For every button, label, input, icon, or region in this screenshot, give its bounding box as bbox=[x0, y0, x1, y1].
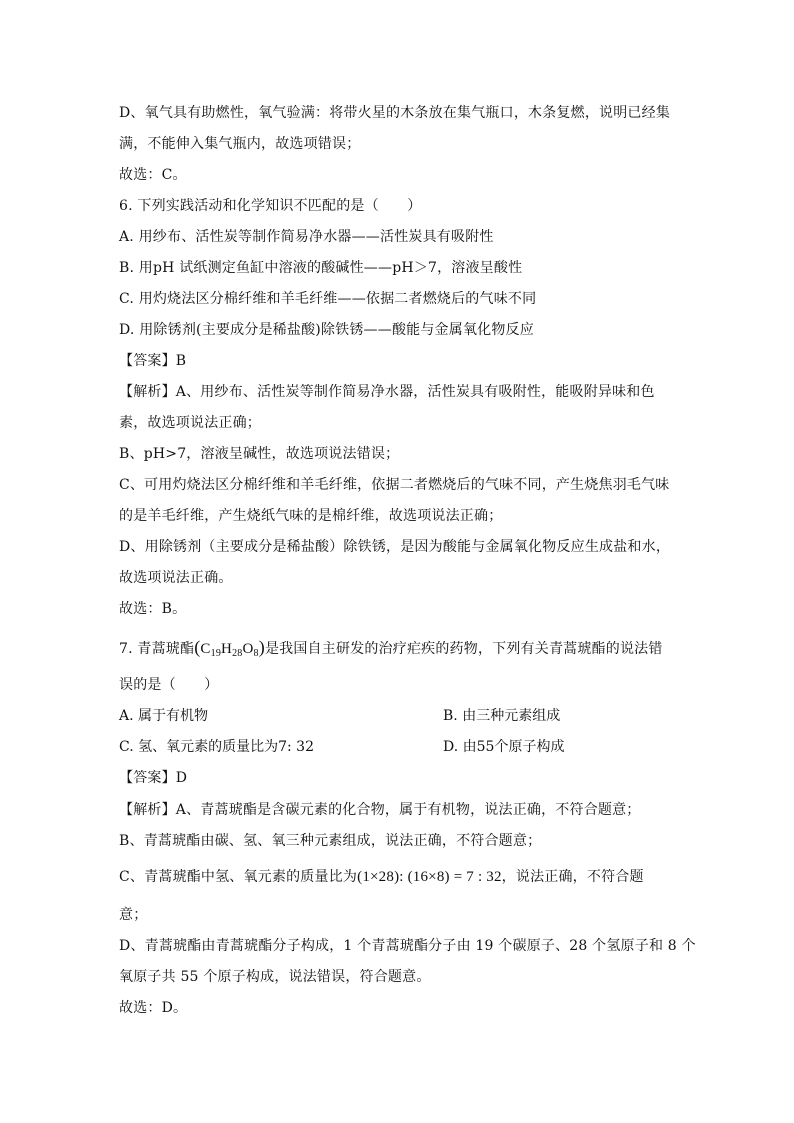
formula: $(C_{19}H_{28}O_8)$ bbox=[194, 637, 265, 659]
question-6-stem: 6. 下列实践活动和化学知识不匹配的是（ ） bbox=[119, 198, 422, 214]
question-7-stem bbox=[119, 637, 663, 664]
question-7-explanation: 意； bbox=[119, 907, 148, 923]
question-7-explanation: 氧原子共 55 个原子构成，说法错误，符合题意。 bbox=[119, 969, 431, 985]
question-7-explanation: C、青蒿琥酯中氢、氧元素的质量比为(1×28): (16×8) = 7 : 32，说法正确，不符合题 bbox=[119, 869, 644, 885]
question-7-option-b: B. 由三种元素组成 bbox=[443, 708, 561, 724]
text-line: 满，不能伸入集气瓶内，故选项错误； bbox=[119, 136, 361, 152]
question-7-stem: 误的是（ ） bbox=[119, 677, 219, 693]
question-6-explanation: D、用除锈剂（主要成分是稀盐酸）除铁锈，是因为酸能与金属氧化物反应生成盐和水， bbox=[119, 539, 671, 555]
question-6-explanation: C、可用灼烧法区分棉纤维和羊毛纤维，依据二者燃烧后的气味不同，产生烧焦羽毛气味 bbox=[119, 477, 670, 493]
question-7-explanation: B、青蒿琥酯由碳、氢、氧三种元素组成，说法正确，不符合题意； bbox=[119, 833, 542, 849]
question-6-option-a: A. 用纱布、活性炭等制作简易净水器——活性炭具有吸附性 bbox=[119, 229, 494, 245]
question-6-explanation: 的是羊毛纤维，产生烧纸气味的是棉纤维，故选项说法正确； bbox=[119, 508, 503, 524]
text-line: 故选：C。 bbox=[119, 167, 187, 183]
mass-ratio-formula: (1×28): (16×8) = 7 : 32 bbox=[357, 869, 502, 885]
question-7-option-c: C. 氢、氧元素的质量比为7: 32 bbox=[119, 739, 315, 755]
question-6-option-c: C. 用灼烧法区分棉纤维和羊毛纤维——依据二者燃烧后的气味不同 bbox=[119, 291, 537, 307]
question-6-explanation: 素，故选项说法正确； bbox=[119, 415, 261, 431]
question-6-option-b: B. 用pH 试纸测定鱼缸中溶液的酸碱性——pH＞7，溶液呈酸性 bbox=[119, 260, 523, 276]
question-6-explanation: 【解析】A、用纱布、活性炭等制作简易净水器，活性炭具有吸附性，能吸附异味和色 bbox=[119, 384, 655, 400]
question-6-explanation: 故选项说法正确。 bbox=[119, 570, 233, 586]
stem-prefix: 7. 青蒿琥酯 bbox=[119, 641, 195, 657]
question-7-option-a: A. 属于有机物 bbox=[119, 708, 209, 724]
question-7-answer: 【答案】D bbox=[119, 770, 188, 786]
question-7-explanation: D、青蒿琥酯由青蒿琥酯分子构成，1 个青蒿琥酯分子由 19 个碳原子、28 个氢原子和 8 个 bbox=[119, 938, 696, 954]
question-6-explanation: B、pH>7，溶液呈碱性，故选项说法错误； bbox=[119, 446, 400, 462]
question-7-explanation: 【解析】A、青蒿琥酯是含碳元素的化合物，属于有机物，说法正确，不符合题意； bbox=[119, 802, 641, 818]
stem-suffix: 是我国自主研发的治疗疟疾的药物，下列有关青蒿琥酯的说法错 bbox=[264, 641, 663, 657]
question-6-choice: 故选：B。 bbox=[119, 601, 187, 617]
text-line: D、氧气具有助燃性，氧气验满：将带火星的木条放在集气瓶口，木条复燃，说明已经集 bbox=[119, 105, 671, 121]
question-6-option-d: D. 用除锈剂(主要成分是稀盐酸)除铁锈——酸能与金属氧化物反应 bbox=[119, 322, 534, 338]
question-7-choice: 故选：D。 bbox=[119, 1000, 188, 1016]
question-6-answer: 【答案】B bbox=[119, 353, 187, 369]
question-7-option-d: D. 由55个原子构成 bbox=[443, 739, 565, 755]
